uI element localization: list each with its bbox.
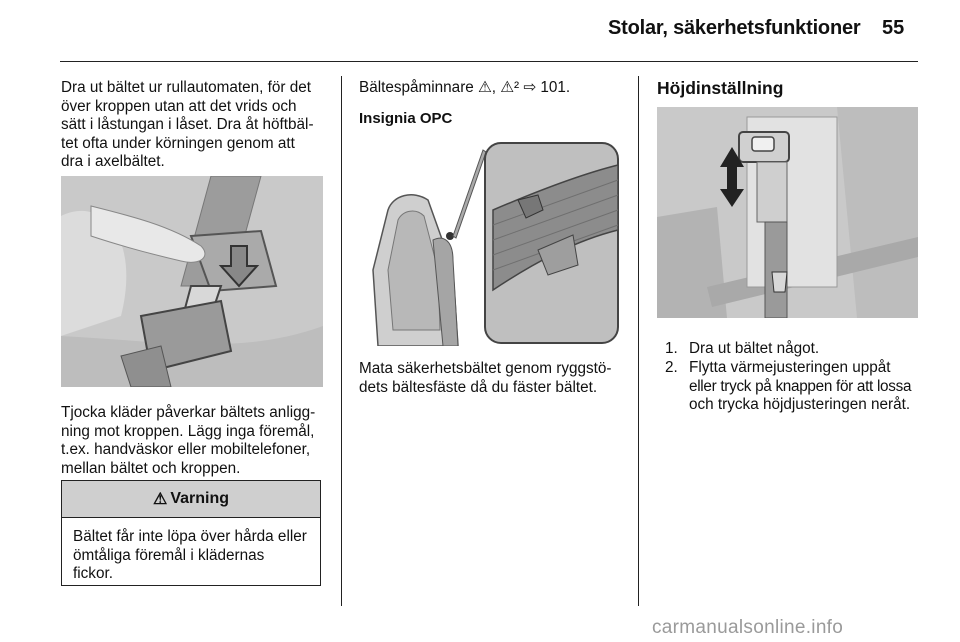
column-2-body [359, 360, 634, 397]
text-line: mellan bältet och kroppen. [61, 459, 241, 477]
column-divider-2 [638, 76, 639, 606]
warning-title: Varning [170, 490, 230, 507]
warning-icon: ⚠ [152, 491, 168, 508]
seatbelt-reminder-rear-icon: ⚠² [500, 79, 520, 96]
step-1 [665, 340, 925, 360]
page-reference-number: 101. [540, 79, 571, 96]
text-line: tet ofta under körningen genom att [61, 134, 295, 152]
page-reference-arrow-icon: ⇨ [523, 79, 537, 96]
text-line: Mata säkerhetsbältet genom ryggstö- [359, 360, 612, 377]
height-adjustment-illustration [657, 107, 918, 318]
reminder-text: Bältespåminnare [359, 79, 474, 96]
step-text [689, 359, 929, 415]
text-line: t.ex. handväskor eller mobiltelefoner, [61, 441, 311, 458]
text-line: och trycka höjdjusteringen neråt. [689, 396, 911, 413]
step-number: 1. [665, 340, 678, 357]
column-divider-1 [341, 76, 342, 606]
column-1-note [61, 404, 336, 478]
section-heading: Höjdinställning [657, 78, 784, 98]
reminder-separator: , [491, 79, 497, 96]
warning-body [62, 518, 320, 584]
seatbelt-reminder-icon: ⚠ [478, 79, 492, 96]
belt-reminder-reference [359, 79, 629, 98]
text-line: över kroppen utan att det vrids och [61, 97, 297, 115]
warning-box [61, 480, 321, 586]
step-number: 2. [665, 359, 678, 376]
text-line: sätt i låstungan i låset. Dra åt höftbäl- [61, 116, 314, 133]
warning-header [62, 481, 320, 518]
text-line: dets bältesfäste då du fäster bältet. [359, 378, 598, 396]
column-1-intro [61, 79, 331, 172]
opc-seat-belt-guide-illustration [358, 140, 621, 346]
opc-subheading: Insignia OPC [359, 110, 453, 127]
page-header-title: Stolar, säkerhetsfunktioner [608, 17, 861, 39]
step-text: Dra ut bältet något. [689, 340, 820, 357]
text-line: Bältet får inte löpa över hårda eller [73, 528, 307, 545]
text-line: Dra ut bältet ur rullautomaten, för det [61, 79, 311, 96]
step-2 [665, 359, 925, 419]
text-line: Tjocka kläder påverkar bältets anligg- [61, 404, 316, 421]
watermark: carmanualsonline.info [652, 617, 844, 638]
page-number: 55 [882, 17, 905, 39]
header-rule [60, 61, 918, 62]
text-line: dra i axelbältet. [61, 153, 165, 170]
text-line: fickor. [73, 565, 113, 582]
seatbelt-buckle-illustration [61, 176, 323, 387]
text-line: Flytta värmejusteringen uppåt [689, 359, 891, 376]
text-line: ning mot kroppen. Lägg inga föremål, [61, 422, 315, 440]
text-line: eller tryck på knappen för att lossa [689, 377, 912, 395]
text-line: ömtåliga föremål i klädernas [73, 546, 265, 564]
